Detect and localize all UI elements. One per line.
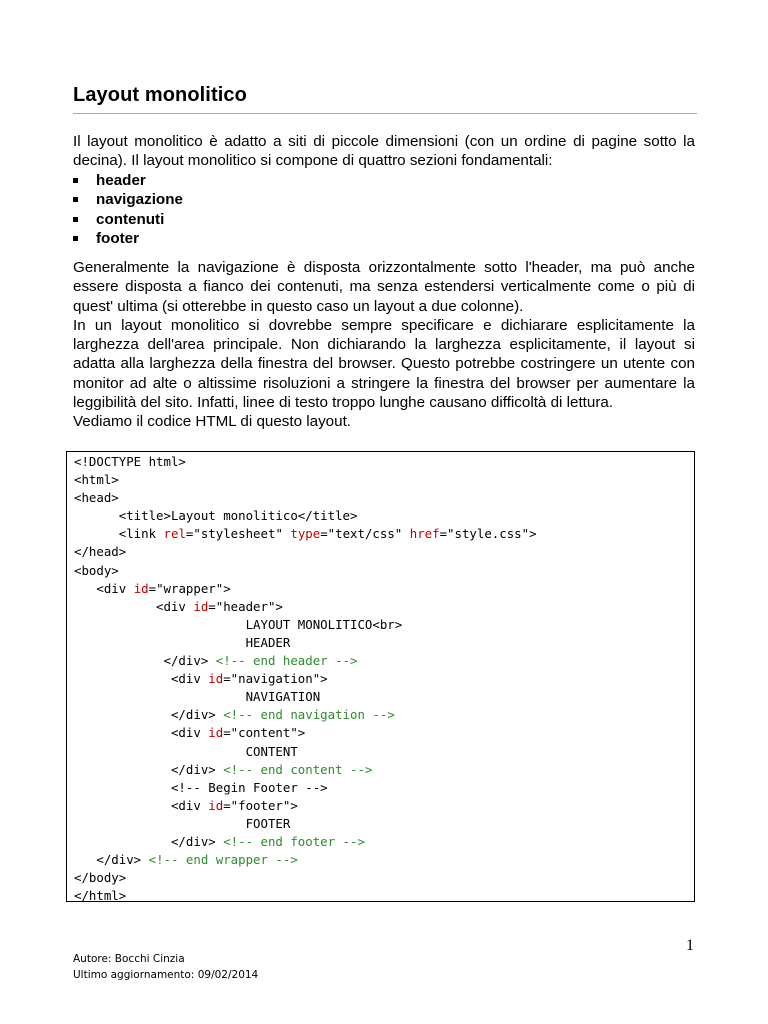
title-underline xyxy=(73,113,697,114)
code-comment: <!-- end content --> xyxy=(223,761,373,777)
code-attribute: rel xyxy=(163,526,186,542)
code-token: </div> xyxy=(74,653,216,669)
width-paragraph: In un layout monolitico si dovrebbe sempre specificare e dichiarare esplicitamente la larghezza dell'area principale. Non dichiarando la larghezza esplicitamente, il layout si adatta alla larghezza della finestra del browser. Questo potrebbe costringere un utente con monitor ad alte o altissime risoluzioni a stringere la finestra del browser per aumentare la leggibilità del sito. Infatti, linee di testo troppo lunghe causano difficoltà di lettura. xyxy=(73,316,695,412)
sections-list xyxy=(73,171,183,248)
code-token: <link xyxy=(74,526,164,542)
code-line xyxy=(74,634,537,652)
code-attribute: href xyxy=(409,526,440,542)
list-item-label: navigazione xyxy=(96,191,183,209)
code-token: LAYOUT MONOLITICO<br> xyxy=(74,616,403,632)
code-comment: <!-- end footer --> xyxy=(223,833,365,849)
code-attribute: id xyxy=(208,725,224,741)
code-token: <!DOCTYPE html> xyxy=(74,454,186,469)
code-line xyxy=(74,851,537,869)
bullet-square-icon xyxy=(73,197,78,202)
code-token: <div xyxy=(74,580,134,596)
code-line xyxy=(74,706,537,724)
navigation-paragraph: Generalmente la navigazione è disposta orizzontalmente sotto l'header, ma può anche essere disposta a fianco dei contenuti, ma senza estendersi verticalmente come o più di quest' ultima (si otterebbe in questo caso un layout a due colonne). xyxy=(73,259,695,315)
code-block xyxy=(66,451,695,902)
code-token: </div> xyxy=(74,707,224,723)
code-line xyxy=(74,525,537,543)
code-line xyxy=(74,761,537,779)
code-comment: <!-- end header --> xyxy=(215,653,358,669)
code-token: </html> xyxy=(74,888,127,904)
code-line xyxy=(74,797,537,815)
code-line xyxy=(74,815,537,833)
code-line xyxy=(74,616,537,634)
code-attribute: id xyxy=(208,671,224,687)
bullet-square-icon xyxy=(73,236,78,241)
code-line xyxy=(74,887,537,905)
code-token: ="footer"> xyxy=(223,797,298,813)
list-item-label: header xyxy=(96,172,146,189)
code-line xyxy=(74,779,537,797)
list-item-label: footer xyxy=(96,229,140,247)
code-token: ="style.css"> xyxy=(439,526,537,542)
code-token: <title>Layout monolitico</title> xyxy=(74,508,358,524)
page-title: Layout monolitico xyxy=(73,84,247,106)
code-token: <body> xyxy=(74,562,119,578)
body-text xyxy=(73,258,695,432)
code-line xyxy=(74,543,537,561)
code-line xyxy=(74,580,537,598)
footer-updated: Ultimo aggiornamento: 09/02/2014 xyxy=(73,969,259,981)
code-token: </head> xyxy=(74,544,127,560)
code-line xyxy=(74,869,537,887)
code-attribute: id xyxy=(133,580,149,596)
code-attribute: id xyxy=(208,797,224,813)
code-line xyxy=(74,598,537,616)
code-line xyxy=(74,471,537,489)
page-footer xyxy=(73,951,258,983)
code-token: </div> xyxy=(74,852,149,868)
code-comment: <!-- end wrapper --> xyxy=(148,852,298,868)
code-line xyxy=(74,562,537,580)
code-token: </body> xyxy=(74,870,127,886)
code-comment: <!-- end navigation --> xyxy=(223,707,395,723)
code-token: FOOTER xyxy=(74,815,291,831)
code-token: ="content"> xyxy=(223,725,306,741)
list-item xyxy=(73,190,183,209)
code-attribute: type xyxy=(290,526,321,542)
code-token: ="header"> xyxy=(208,598,283,614)
code-attribute: id xyxy=(193,598,209,614)
list-item xyxy=(73,210,183,229)
code-token: <div xyxy=(74,797,209,813)
code-line xyxy=(74,453,537,471)
code-line xyxy=(74,724,537,742)
page-number: 1 xyxy=(686,937,694,954)
code-token: ="stylesheet" xyxy=(185,526,291,542)
bullet-square-icon xyxy=(73,178,78,183)
code-token: <div xyxy=(74,725,209,741)
code-token: <div xyxy=(74,671,209,687)
code-line xyxy=(74,743,537,761)
intro-paragraph: Il layout monolitico è adatto a siti di piccole dimensioni (con un ordine di pagine sotto la decina). Il layout monolitico si compone di quattro sezioni fondamentali: xyxy=(73,133,695,170)
code-token: ="wrapper"> xyxy=(148,580,231,596)
code-listing xyxy=(74,453,537,905)
code-line xyxy=(74,652,537,670)
code-token: </div> xyxy=(74,833,224,849)
code-line xyxy=(74,670,537,688)
code-token: </div> xyxy=(74,761,224,777)
code-line xyxy=(74,489,537,507)
code-token: ="navigation"> xyxy=(223,671,328,687)
code-token: ="text/css" xyxy=(320,526,410,542)
code-token: HEADER xyxy=(74,634,291,650)
bullet-square-icon xyxy=(73,217,78,222)
code-line xyxy=(74,507,537,525)
code-line xyxy=(74,688,537,706)
footer-author: Autore: Bocchi Cinzia xyxy=(73,953,185,965)
code-token: NAVIGATION xyxy=(74,689,321,705)
code-intro-line: Vediamo il codice HTML di questo layout. xyxy=(73,413,352,431)
list-item-label: contenuti xyxy=(96,210,165,228)
code-token: <div xyxy=(74,598,194,614)
list-item xyxy=(73,229,183,248)
code-token: CONTENT xyxy=(74,743,298,759)
code-token: <!-- Begin Footer --> xyxy=(74,779,328,795)
code-token: <html> xyxy=(74,472,119,488)
code-token: <head> xyxy=(74,490,119,506)
code-line xyxy=(74,833,537,851)
list-item xyxy=(73,171,183,190)
